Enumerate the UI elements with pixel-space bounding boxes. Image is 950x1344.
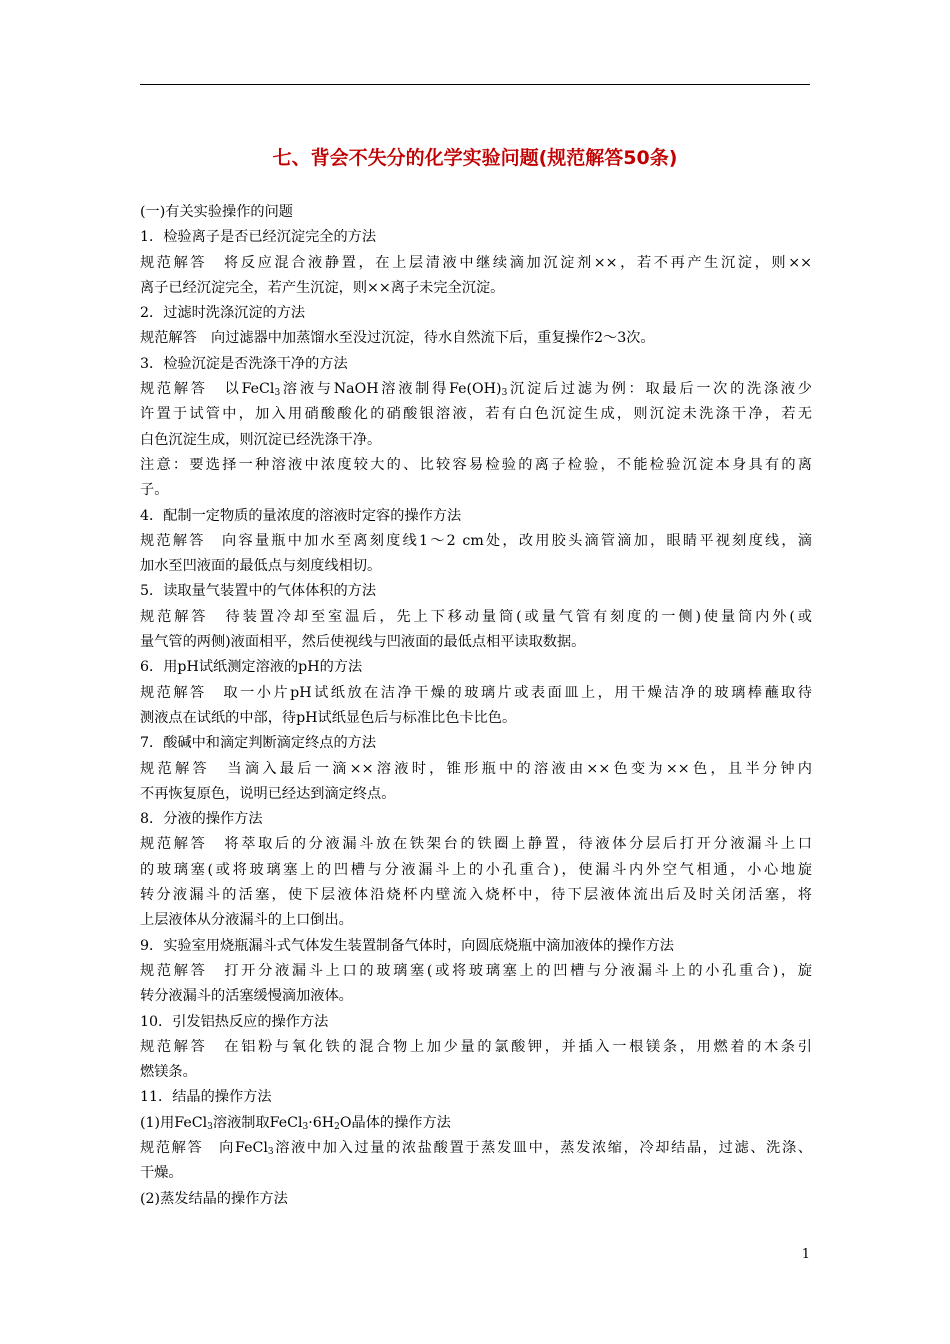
text-line: 燃镁条。 — [140, 1064, 197, 1081]
text-line: 规范解答 当滴入最后一滴××溶液时，锥形瓶中的溶液由××色变为××色，且半分钟内 — [140, 760, 812, 777]
text-line: 上层液体从分液漏斗的上口倒出。 — [140, 912, 353, 929]
text-line: 11．结晶的操作方法 — [140, 1089, 272, 1106]
text-segment: (1)用FeCl — [140, 1114, 208, 1131]
text-line: 7．酸碱中和滴定判断滴定终点的方法 — [140, 735, 377, 752]
text-line — [140, 377, 812, 402]
document-body — [140, 200, 812, 1212]
text-line: 转分液漏斗的活塞缓慢滴加液体。 — [140, 988, 353, 1005]
document-title: 七、背会不失分的化学实验问题(规范解答50条) — [272, 147, 678, 169]
text-line: 规范解答 取一小片pH试纸放在洁净干燥的玻璃片或表面皿上，用干燥洁净的玻璃棒蘸取待 — [140, 684, 812, 701]
text-segment: 规范解答 向FeCl — [140, 1139, 268, 1156]
text-line: 测液点在试纸的中部，待pH试纸显色后与标准比色卡比色。 — [140, 709, 517, 726]
text-line: 注意：要选择一种溶液中浓度较大的、比较容易检验的离子检验，不能检验沉淀本身具有的离 — [140, 456, 812, 473]
subscript: 3 — [267, 1146, 274, 1157]
text-line: 2．过滤时洗涤沉淀的方法 — [140, 305, 306, 322]
text-line: 规范解答 向容量瓶中加水至离刻度线1～2 cm处，改用胶头滴管滴加，眼睛平视刻度线，滴 — [140, 532, 812, 549]
text-line: 3．检验沉淀是否洗涤干净的方法 — [140, 355, 348, 372]
header-rule — [140, 84, 810, 85]
text-segment: 溶液与NaOH溶液制得Fe(OH) — [280, 381, 502, 398]
text-line: 规范解答 待装置冷却至室温后，先上下移动量筒(或量气管有刻度的一侧)使量筒内外(或 — [140, 608, 812, 625]
text-line — [140, 1111, 812, 1136]
subscript: 3 — [501, 388, 508, 399]
text-line: 1．检验离子是否已经沉淀完全的方法 — [140, 229, 377, 246]
subscript: 3 — [274, 388, 281, 399]
text-line: 规范解答 打开分液漏斗上口的玻璃塞(或将玻璃塞上的凹槽与分液漏斗上的小孔重合)，旋 — [140, 962, 812, 979]
text-segment: 溶液中加入过量的浓盐酸置于蒸发皿中，蒸发浓缩，冷却结晶，过滤、洗涤、 — [273, 1139, 812, 1156]
text-segment: 规范解答 以FeCl — [140, 381, 275, 398]
subscript: 2 — [334, 1121, 340, 1132]
text-line: 白色沉淀生成，则沉淀已经洗涤干净。 — [140, 431, 382, 448]
page-number: 1 — [801, 1247, 810, 1262]
text-line: 9．实验室用烧瓶漏斗式气体发生装置制备气体时，向圆底烧瓶中滴加液体的操作方法 — [140, 937, 674, 954]
text-segment: 沉淀后过滤为例：取最后一次的洗涤液少 — [507, 381, 812, 398]
text-line: 加水至凹液面的最低点与刻度线相切。 — [140, 558, 382, 575]
subscript: 3 — [207, 1121, 213, 1132]
text-line: 转分液漏斗的活塞，使下层液体沿烧杯内壁流入烧杯中，待下层液体流出后及时关闭活塞，将 — [140, 887, 812, 904]
text-line: 子。 — [140, 482, 169, 499]
text-line: 离子已经沉淀完全，若产生沉淀，则××离子未完全沉淀。 — [140, 279, 505, 296]
text-line: 8．分液的操作方法 — [140, 811, 263, 828]
text-line: 的玻璃塞(或将玻璃塞上的凹槽与分液漏斗上的小孔重合)，使漏斗内外空气相通，小心地旋 — [140, 861, 812, 878]
subscript: 3 — [302, 1121, 309, 1132]
text-line — [140, 1136, 812, 1161]
text-segment: O晶体的操作方法 — [339, 1114, 451, 1131]
text-line: 不再恢复原色，说明已经达到滴定终点。 — [140, 785, 396, 802]
text-line: 规范解答 在铝粉与氧化铁的混合物上加少量的氯酸钾，并插入一根镁条，用燃着的木条引 — [140, 1038, 812, 1055]
text-line: 规范解答 将反应混合液静置，在上层清液中继续滴加沉淀剂××，若不再产生沉淀，则×× — [140, 254, 812, 271]
text-segment: 溶液制取FeCl — [212, 1114, 303, 1131]
text-line: 许置于试管中，加入用硝酸酸化的硝酸银溶液，若有白色沉淀生成，则沉淀未洗涤干净，若无 — [140, 406, 812, 423]
text-line: 5．读取量气装置中的气体体积的方法 — [140, 583, 377, 600]
text-line: 10．引发铝热反应的操作方法 — [140, 1013, 329, 1030]
text-line: 干燥。 — [140, 1165, 183, 1182]
text-line: (一)有关实验操作的问题 — [140, 204, 293, 220]
text-line: 4．配制一定物质的量浓度的溶液时定容的操作方法 — [140, 507, 462, 524]
text-line: (2)蒸发结晶的操作方法 — [140, 1190, 288, 1207]
text-segment: ·6H — [308, 1114, 335, 1131]
text-line: 规范解答 向过滤器中加蒸馏水至没过沉淀，待水自然流下后，重复操作2～3次。 — [140, 330, 655, 347]
text-line: 规范解答 将萃取后的分液漏斗放在铁架台的铁圈上静置，待液体分层后打开分液漏斗上口 — [140, 836, 812, 853]
text-line: 量气管的两侧)液面相平，然后使视线与凹液面的最低点相平读取数据。 — [140, 634, 586, 651]
text-line: 6．用pH试纸测定溶液的pH的方法 — [140, 659, 363, 676]
